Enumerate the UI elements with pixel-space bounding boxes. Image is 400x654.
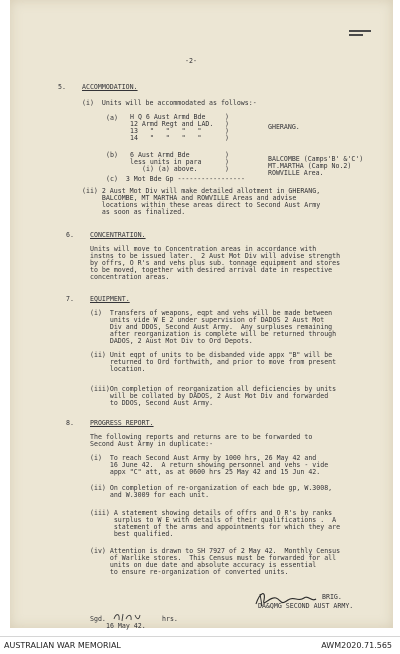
s8-iv-line: units on due date and absolute accuracy is essential (90, 561, 317, 569)
s7-i-line: Div and DDOS, Second Aust Army. Any surpluses remaining (90, 323, 333, 331)
section-7-heading: EQUIPMENT. (90, 295, 130, 303)
section-8-number: 8. (66, 419, 74, 427)
section-7-number: 7. (66, 295, 74, 303)
s7-ii-line: (ii) Unit eqpt of units to be disbanded vide appx "B" will be (90, 351, 333, 359)
s5-ii-line: as soon as finalized. (82, 208, 186, 216)
s8-iii-line: statement of the arms and appointments for which they are (90, 523, 341, 531)
s7-i-line: DADOS, 2 Aust Mot Div to Ord Depots. (90, 337, 253, 345)
s5-c-line: (c) 3 Mot Bde Gp ----------------- (106, 175, 245, 183)
s8-i-line: appx "C" att, as at 0600 hrs 25 May 42 and 15 Jun 42. (90, 468, 321, 476)
signature-rank: BRIG. (322, 593, 342, 601)
sgd-label: Sgd. (90, 615, 106, 623)
s5-b-brace: ) ) ) (225, 151, 229, 173)
s8-iv-line: of Warlike stores. This Census must be forwarded for all (90, 554, 337, 562)
section-6-number: 6. (66, 231, 74, 239)
footer-institution: AUSTRALIAN WAR MEMORIAL (4, 641, 121, 650)
s5-b-line: less units in para (130, 158, 202, 166)
s6-line: instns to be issued later. 2 Aust Mot Div will advise strength (90, 252, 341, 260)
page-number: -2- (185, 57, 197, 65)
s5-b-place: BALCOMBE (Camps'B' &'C') (268, 155, 364, 163)
s8-intro-line: Second Aust Army in duplicate:- (90, 440, 214, 448)
s5-a-line: 13 " " " " (130, 127, 202, 135)
s5-a-line: 14 " " " " (130, 134, 202, 142)
s6-line: Units will move to Concentration areas in accordance with (90, 245, 317, 253)
s5-b-place: MT.MARTHA (Camp No.2) (268, 162, 352, 170)
section-5-number: 5. (58, 83, 66, 91)
section-5-heading: ACCOMMODATION. (82, 83, 138, 91)
s5-a-line: 12 Armd Regt and LAD. (130, 120, 214, 128)
s5-ii-line: BALCOMBE, MT MARTHA and ROWVILLE Areas and advise (82, 194, 297, 202)
s5-b-line: (i) (a) above. (142, 165, 198, 173)
s8-i-line: (i) To reach Second Aust Army by 1000 hrs, 26 May 42 and (90, 454, 317, 462)
s5-ii-line: (ii) 2 Aust Mot Div will make detailed allotment in GHERANG, (82, 187, 321, 195)
s6-line: by offrs, O R's and vehs plus sub. tonnage equipment and stores (90, 259, 341, 267)
registry-stamp (349, 30, 371, 38)
s8-ii-line: and W.3009 for each unit. (90, 491, 210, 499)
s5-a-line: H Q 6 Aust Armd Bde (130, 113, 206, 121)
s7-ii-line: returned to Ord forthwith, and prior to move from present (90, 358, 337, 366)
sgd-date: 16 May 42. (106, 622, 146, 630)
s6-line: concentration areas. (90, 273, 170, 281)
s7-iii-line: will be collated by DADOS, 2 Aust Mot Div and forwarded (90, 392, 329, 400)
s8-i-line: 16 June 42. A return showing personnel and vehs - vide (90, 461, 329, 469)
signature-appointment: DA&QMG SECOND AUST ARMY. (258, 602, 354, 610)
s8-iii-line: surplus to W E with details of their qualifications . A (90, 516, 337, 524)
s8-iv-line: (iv) Attention is drawn to SH 7927 of 2 May 42. Monthly Census (90, 547, 341, 555)
s5-a-label: (a) (106, 114, 118, 122)
s5-a-brace: ) ) ) ) (225, 113, 229, 142)
s7-i-line: after reorganization is complete will be returned through (90, 330, 337, 338)
s5-c-place: ROWVILLE Area. (268, 169, 324, 177)
s7-ii-line: location. (90, 365, 146, 373)
s8-intro-line: The following reports and returns are to be forwarded to (90, 433, 313, 441)
s8-iii-line: best qualified. (90, 530, 174, 538)
section-8-heading: PROGRESS REPORT. (90, 419, 154, 427)
sgd-hrs: hrs. (162, 615, 178, 623)
document-page (10, 0, 393, 628)
s5-b-label: (b) (106, 151, 118, 159)
s5-b-line: 6 Aust Armd Bde (130, 151, 190, 159)
s7-i-line: (i) Transfers of weapons, eqpt and vehs will be made between (90, 309, 333, 317)
s8-iii-line: (iii) A statement showing details of offrs and O R's by ranks (90, 509, 333, 517)
s7-iii-line: to DDOS, Second Aust Army. (90, 399, 214, 407)
s5-ii-line: locations within these areas direct to Second Aust Army (82, 201, 321, 209)
s7-iii-line: (iii)On completion of reorganization all deficiencies by units (90, 385, 337, 393)
s8-ii-line: (ii) On completion of re-organization of each bde gp, W.3008, (90, 484, 333, 492)
s5-i-intro: (i) Units will be accommodated as follows:- (82, 99, 257, 107)
s8-iv-line: to ensure re-organization of converted units. (90, 568, 289, 576)
s7-i-line: units vide W E 2 under supervision of DADOS 2 Aust Mot (90, 316, 325, 324)
s6-line: to be moved, together with desired arrival date in respective (90, 266, 333, 274)
footer-accession-number: AWM2020.71.565 (321, 641, 392, 650)
archive-footer (0, 636, 400, 654)
s5-a-place: GHERANG. (268, 123, 300, 131)
section-6-heading: CONCENTRATION. (90, 231, 146, 239)
